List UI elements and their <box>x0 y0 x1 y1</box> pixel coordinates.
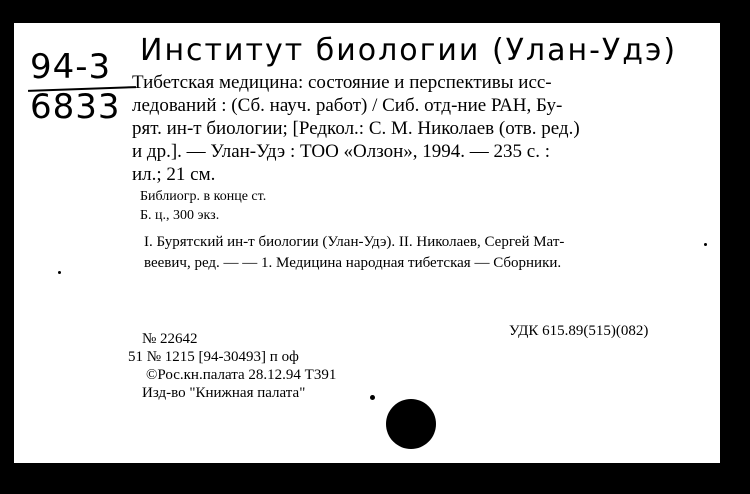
tracing-line: I. Бурятский ин-т биологии (Улан-Удэ). II. Николаев, Сергей Мат- <box>144 234 565 250</box>
tracing-line: веевич, ред. — — 1. Медицина народная тибетская — Сборники. <box>144 255 562 271</box>
price-note: Б. ц., 300 экз. <box>140 208 220 223</box>
ink-speck <box>370 395 375 400</box>
record-info <box>128 330 336 402</box>
record-line: 51 № 1215 [94-30493] п оф <box>128 349 299 365</box>
bibliographic-description <box>132 71 692 186</box>
punch-hole <box>386 399 436 449</box>
description-line: и др.]. — Улан-Удэ : ТОО «Олзон», 1994. — 235 с. : <box>132 141 551 162</box>
description-line: ледований : (Сб. науч. работ) / Сиб. отд-ние РАН, Бу- <box>132 95 563 116</box>
description-line: рят. ин-т биологии; [Редкол.: С. М. Николаев (отв. ред.) <box>132 118 580 139</box>
bibliography-note: Библиогр. в конце ст. <box>140 189 267 204</box>
ink-speck <box>704 243 707 246</box>
shelfmark-top: 94-3 <box>30 47 112 87</box>
description-line: ил.; 21 см. <box>132 164 216 185</box>
handwritten-heading: Институт биологии (Улан-Удэ) <box>140 33 678 68</box>
catalog-card <box>14 23 720 463</box>
shelfmark-bottom: 6833 <box>30 87 121 127</box>
record-line: Изд-во "Книжная палата" <box>142 385 306 401</box>
description-line: Тибетская медицина: состояние и перспективы исс- <box>132 72 552 93</box>
record-line: № 22642 <box>142 331 198 347</box>
record-line: ©Рос.кн.палата 28.12.94 Т391 <box>146 367 337 383</box>
udk-code: УДК 615.89(515)(082) <box>509 323 649 339</box>
ink-speck <box>58 271 61 274</box>
tracings <box>144 232 664 274</box>
